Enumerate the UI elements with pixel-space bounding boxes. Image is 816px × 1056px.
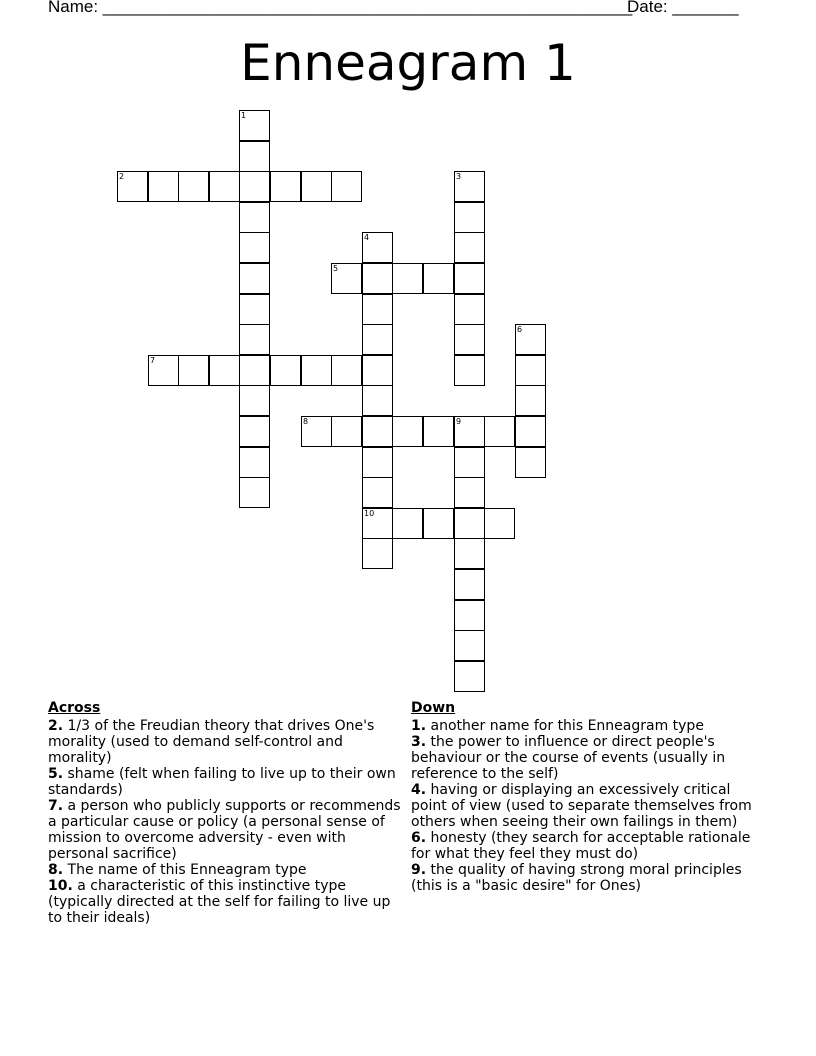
down-clue (411, 782, 766, 830)
clue-text: honesty (they search for acceptable rationale for what they feel they must do) (411, 830, 751, 862)
grid-cell (392, 508, 423, 539)
grid-cell (362, 355, 393, 386)
grid-cell (454, 661, 485, 692)
clue-number-label: 2. (48, 718, 64, 734)
grid-cell (454, 263, 485, 294)
grid-cell (515, 385, 546, 416)
grid-cell (362, 263, 393, 294)
grid-cell (454, 447, 485, 478)
grid-cell (454, 600, 485, 631)
clue-number: 9 (456, 417, 462, 426)
grid-cell (454, 232, 485, 263)
grid-cell (484, 508, 515, 539)
clue-text: a person who publicly supports or recommends a particular cause or policy (a personal sense of mission to overcome adversity - even with personal sacrifice) (48, 798, 401, 862)
grid-cell (515, 416, 546, 447)
grid-cell (209, 355, 240, 386)
grid-cell (362, 538, 393, 569)
grid-cell (423, 263, 454, 294)
clue-text: 1/3 of the Freudian theory that drives One's morality (used to demand self-control and morality) (48, 718, 375, 766)
grid-cell (209, 171, 240, 202)
grid-cell (362, 508, 393, 539)
clue-number-label: 6. (411, 830, 427, 846)
grid-cell (454, 324, 485, 355)
clue-number-label: 5. (48, 766, 64, 782)
grid-cell (239, 263, 270, 294)
clue-text: the power to influence or direct people's behaviour or the course of events (usually in reference to the self) (411, 734, 726, 782)
grid-cell (331, 263, 362, 294)
grid-cell (454, 355, 485, 386)
clue-number: 7 (150, 356, 156, 365)
grid-cell (515, 447, 546, 478)
clue-number-label: 10. (48, 878, 73, 894)
clue-text: a characteristic of this instinctive type (typically directed at the self for failing to live up to their ideals) (48, 878, 391, 926)
grid-cell (117, 171, 148, 202)
clue-number: 3 (456, 172, 462, 181)
grid-cell (362, 294, 393, 325)
grid-cell (454, 508, 485, 539)
clue-number-label: 4. (411, 782, 427, 798)
across-clue (48, 766, 403, 798)
clue-number: 10 (364, 509, 375, 518)
grid-cell (454, 569, 485, 600)
grid-cell (331, 416, 362, 447)
grid-cell (270, 355, 301, 386)
down-clue (411, 862, 766, 894)
clue-number: 5 (333, 264, 339, 273)
grid-cell (239, 294, 270, 325)
grid-cell (301, 355, 332, 386)
clue-text: the quality of having strong moral principles (this is a "basic desire" for Ones) (411, 862, 742, 894)
grid-cell (178, 171, 209, 202)
grid-cell (484, 416, 515, 447)
clue-text: The name of this Enneagram type (67, 862, 307, 878)
grid-cell (239, 416, 270, 447)
grid-cell (239, 477, 270, 508)
grid-cell (239, 232, 270, 263)
clue-text: another name for this Enneagram type (430, 718, 704, 734)
grid-cell (239, 385, 270, 416)
grid-cell (362, 416, 393, 447)
grid-cell (362, 385, 393, 416)
across-clue (48, 718, 403, 766)
grid-cell (301, 416, 332, 447)
grid-cell (239, 141, 270, 172)
grid-cell (362, 324, 393, 355)
grid-cell (454, 294, 485, 325)
grid-cell (515, 355, 546, 386)
grid-cell (331, 355, 362, 386)
down-clue (411, 830, 766, 862)
grid-cell (454, 538, 485, 569)
clue-number-label: 8. (48, 862, 64, 878)
clue-number: 6 (517, 325, 523, 334)
down-clue (411, 734, 766, 782)
grid-cell (239, 110, 270, 141)
grid-cell (178, 355, 209, 386)
clue-text: having or displaying an excessively critical point of view (used to separate themselves from others when seeing their own failings in them) (411, 782, 752, 830)
clue-number: 1 (241, 111, 247, 120)
clue-number-label: 1. (411, 718, 427, 734)
grid-cell (331, 171, 362, 202)
clue-number-label: 3. (411, 734, 427, 750)
across-clue (48, 798, 403, 862)
down-clues (411, 700, 766, 894)
grid-cell (148, 171, 179, 202)
across-heading: Across (48, 700, 101, 716)
grid-cell (454, 171, 485, 202)
grid-cell (270, 171, 301, 202)
grid-cell (239, 355, 270, 386)
across-clue (48, 862, 403, 878)
down-clue (411, 718, 766, 734)
name-field-label: Name: ________________________________________________________ (48, 0, 633, 16)
grid-cell (239, 171, 270, 202)
clue-text: shame (felt when failing to live up to their own standards) (48, 766, 396, 798)
clue-number-label: 9. (411, 862, 427, 878)
page-title: Enneagram 1 (240, 34, 576, 92)
grid-cell (454, 630, 485, 661)
grid-cell (392, 416, 423, 447)
across-clue (48, 878, 403, 926)
down-heading: Down (411, 700, 456, 716)
grid-cell (148, 355, 179, 386)
clue-number-label: 7. (48, 798, 64, 814)
grid-cell (454, 416, 485, 447)
grid-cell (362, 232, 393, 263)
grid-cell (392, 263, 423, 294)
grid-cell (239, 202, 270, 233)
grid-cell (301, 171, 332, 202)
grid-cell (362, 447, 393, 478)
clue-number: 2 (119, 172, 125, 181)
grid-cell (515, 324, 546, 355)
grid-cell (423, 416, 454, 447)
clue-number: 4 (364, 233, 370, 242)
across-clue-list (48, 718, 403, 926)
grid-cell (454, 202, 485, 233)
grid-cell (362, 477, 393, 508)
grid-cell (423, 508, 454, 539)
date-field-label: Date: _______ (627, 0, 739, 16)
clue-number: 8 (303, 417, 309, 426)
grid-cell (454, 477, 485, 508)
grid-cell (239, 324, 270, 355)
down-clue-list (411, 718, 766, 894)
grid-cell (239, 447, 270, 478)
across-clues (48, 700, 403, 926)
